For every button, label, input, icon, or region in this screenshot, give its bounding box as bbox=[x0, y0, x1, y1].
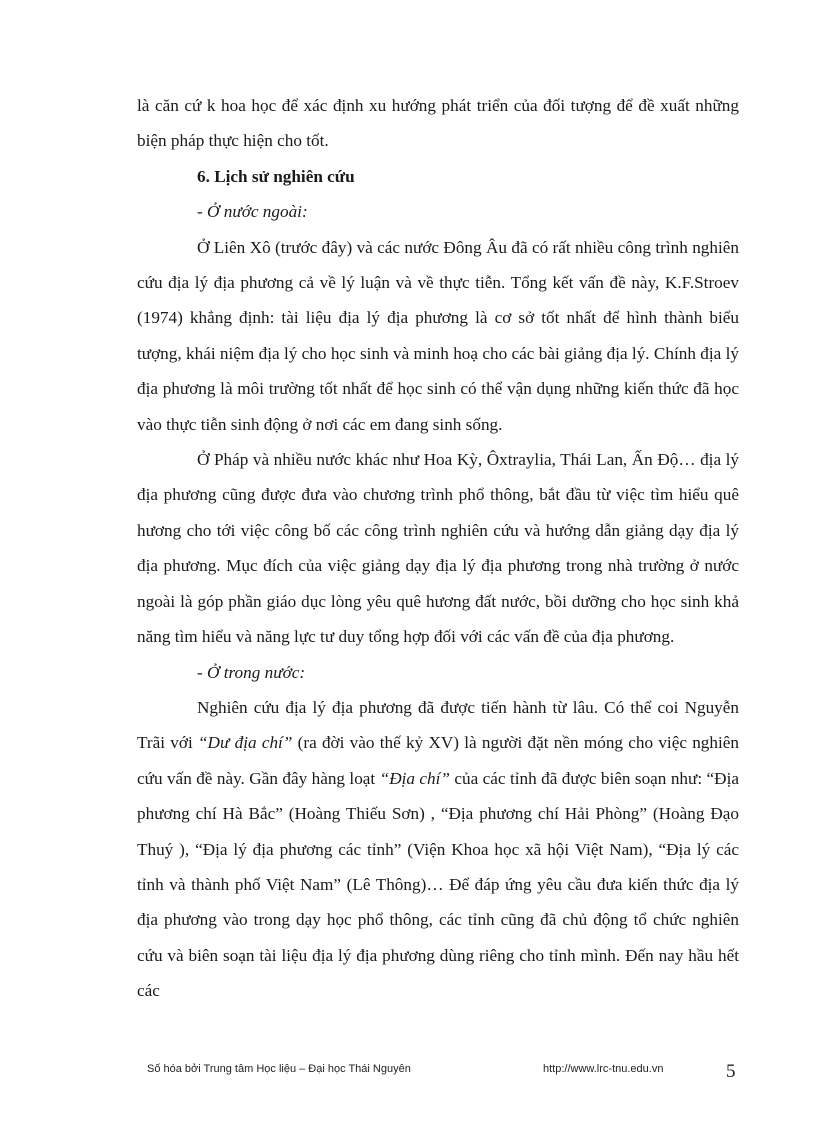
text-segment: Nghiên cứu địa lý địa phương đã được tiến hành từ lâu. Có thể coi Nguyễn Trãi với bbox=[137, 697, 739, 753]
text-segment: của các tỉnh đã được biên soạn như: “Địa phương chí Hà Bắc” (Hoàng Thiếu Sơn) , “Địa phương chí Hải Phòng” (Hoàng Đạo Thuý ), “Địa lý địa phương các tỉnh” (Viện Khoa học xã hội Việt Nam), “Địa lý các tỉnh và thành phố Việt Nam” (Lê Thông)… Để đáp ứng yêu cầu đưa kiến thức địa lý địa phương vào trong dạy học phổ thông, các tỉnh cũng đã chủ động tổ chức nghiên cứu và biên soạn tài liệu địa lý địa phương dùng riêng cho tỉnh mình. Đến nay hầu hết các bbox=[137, 768, 739, 1001]
italic-text-segment: “Địa chí” bbox=[379, 768, 450, 788]
italic-text-segment: - Ở nước ngoài: bbox=[197, 202, 308, 222]
text-segment: Ở Liên Xô (trước đây) và các nước Đông Âu đã có rất nhiều công trình nghiên cứu địa lý địa phương cả về lý luận và về thực tiễn. Tổng kết vấn đề này, K.F.Stroev (1974) khẳng định: tài liệu địa lý địa phương là cơ sở tốt nhất để hình thành biểu tượng, khái niệm địa lý cho học sinh và minh hoạ cho các bài giảng địa lý. Chính địa lý địa phương là môi trường tốt nhất để học sinh có thể vận dụng những kiến thức đã học vào thực tiễn sinh động ở nơi các em đang sinh sống. bbox=[137, 237, 739, 434]
body-paragraph bbox=[137, 690, 739, 1009]
body-paragraph bbox=[137, 88, 739, 159]
text-segment: Ở Pháp và nhiều nước khác như Hoa Kỳ, Ôxtraylia, Thái Lan, Ấn Độ… địa lý địa phương cũng được đưa vào chương trình phổ thông, bắt đầu từ việc tìm hiểu quê hương cho tới việc công bố các công trình nghiên cứu và hướng dẫn giảng dạy địa lý địa phương. Mục đích của việc giảng dạy địa lý địa phương trong nhà trường ở nước ngoài là góp phần giáo dục lòng yêu quê hương đất nước, bồi dưỡng cho học sinh khả năng tìm hiểu và năng lực tư duy tổng hợp đối với các vấn đề của địa phương. bbox=[137, 450, 739, 647]
subsection-label bbox=[137, 655, 739, 690]
footer-source-text: Số hóa bởi Trung tâm Học liệu – Đại học Thái Nguyên bbox=[147, 1063, 411, 1075]
text-segment: (ra đời vào thế kỷ XV) là người đặt nền móng cho việc nghiên cứu vấn đề này. Gần đây hàng loạt bbox=[137, 733, 739, 788]
text-segment: là căn cứ k hoa học để xác định xu hướng phát triển của đối tượng để đề xuất những biện pháp thực hiện cho tốt. bbox=[137, 96, 739, 151]
body-paragraph bbox=[137, 230, 739, 442]
italic-text-segment: - Ở trong nước: bbox=[197, 662, 306, 682]
text-segment: 6. Lịch sử nghiên cứu bbox=[197, 166, 355, 186]
italic-text-segment: “Dư địa chí” bbox=[198, 733, 293, 753]
section-heading bbox=[137, 159, 739, 194]
document-body bbox=[137, 88, 739, 1009]
page-number: 5 bbox=[726, 1061, 736, 1082]
subsection-label bbox=[137, 194, 739, 229]
body-paragraph bbox=[137, 442, 739, 654]
footer-url-text: http://www.lrc-tnu.edu.vn bbox=[543, 1063, 664, 1075]
